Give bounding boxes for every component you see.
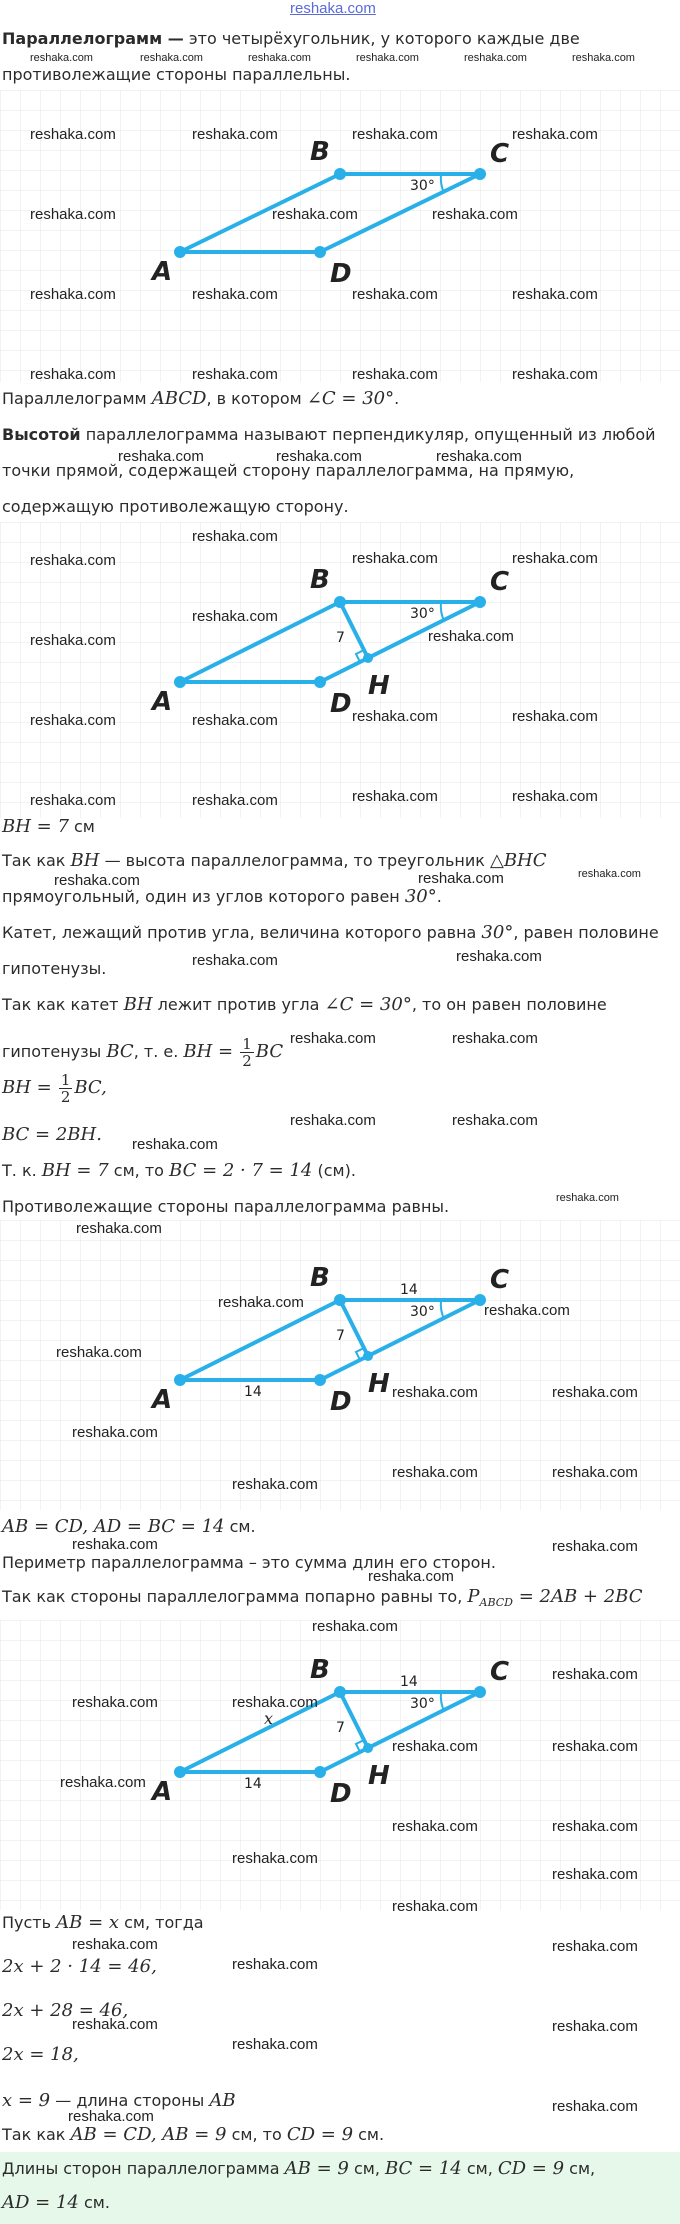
bc-calculation	[2, 1160, 356, 1182]
watermark: reshaka.com	[30, 206, 116, 223]
watermark: reshaka.com	[30, 792, 116, 809]
paragraph-text: — высота параллелограмма, то треугольник	[99, 851, 490, 870]
watermark: reshaka.com	[30, 712, 116, 729]
point-h	[363, 653, 373, 663]
answer-line-1	[2, 2158, 595, 2180]
fraction-denominator: 2	[60, 1088, 71, 1106]
angle-label: 30°	[410, 1696, 435, 1712]
watermark: reshaka.com	[552, 1866, 638, 1883]
answer-math: BC = 14	[384, 2158, 462, 2179]
answer-math: CD = 9	[497, 2158, 565, 2179]
answer-text: см,	[564, 2159, 596, 2178]
fraction-half	[240, 1036, 254, 1069]
label-a: A	[152, 1777, 173, 1807]
leg-application-paragraph	[2, 994, 607, 1016]
vertex-d-point	[314, 1374, 326, 1386]
point-h	[363, 1743, 373, 1753]
vertex-a-point	[174, 246, 186, 258]
paragraph-text: Так как	[2, 851, 71, 870]
figure-sides	[0, 1220, 680, 1510]
watermark: reshaka.com	[368, 1568, 454, 1585]
paragraph-math: AB = x	[56, 1912, 120, 1933]
paragraph-math: ∠C = 30°	[324, 994, 412, 1015]
angle-label: 30°	[410, 606, 435, 622]
term-parallelogram: Параллелограмм —	[2, 29, 184, 48]
equation-math: BC = 2BH.	[2, 1124, 102, 1145]
triangle-paragraph-line-2	[2, 886, 442, 908]
bc-length-label: 14	[400, 1674, 418, 1690]
watermark: reshaka.com	[232, 1694, 318, 1711]
leg-rule-paragraph	[2, 922, 659, 944]
watermark: reshaka.com	[140, 52, 203, 64]
watermark: reshaka.com	[392, 1464, 478, 1481]
answer-box	[0, 2152, 680, 2224]
watermark: reshaka.com	[356, 52, 419, 64]
watermark: reshaka.com	[552, 1818, 638, 1835]
equation-unit: см.	[224, 1517, 256, 1536]
watermark: reshaka.com	[192, 126, 278, 143]
watermark: reshaka.com	[512, 788, 598, 805]
ad-length-label: 14	[244, 1384, 262, 1400]
definition-text: это четырёхугольник, у которого каждые две	[183, 29, 580, 48]
equation-math: BC,	[74, 1077, 107, 1098]
label-c: C	[490, 1657, 510, 1687]
watermark: reshaka.com	[232, 1850, 318, 1867]
angle-label: 30°	[410, 1304, 435, 1320]
label-d: D	[330, 1387, 352, 1417]
answer-text: см,	[461, 2159, 498, 2178]
watermark: reshaka.com	[552, 2018, 638, 2035]
watermark: reshaka.com	[76, 1220, 162, 1237]
watermark: reshaka.com	[484, 1302, 570, 1319]
paragraph-text: Так как катет	[2, 995, 124, 1014]
watermark: reshaka.com	[352, 126, 438, 143]
vertex-d-point	[314, 676, 326, 688]
paragraph-text: см.	[353, 2125, 385, 2144]
answer-math: AD = 14	[2, 2192, 79, 2213]
watermark: reshaka.com	[428, 628, 514, 645]
caption-1	[2, 388, 399, 410]
paragraph-math: BH =	[183, 1041, 234, 1062]
watermark: reshaka.com	[192, 952, 278, 969]
watermark: reshaka.com	[60, 1774, 146, 1791]
paragraph-text: Катет, лежащий против угла, величина которого равна	[2, 923, 482, 942]
watermark: reshaka.com	[232, 1956, 318, 1973]
paragraph-math: BH	[123, 994, 153, 1015]
watermark: reshaka.com	[552, 1538, 638, 1555]
opposite-sides-paragraph: Противолежащие стороны параллелограмма равны.	[2, 1197, 450, 1216]
caption-math: ABCD	[151, 388, 207, 409]
site-link[interactable]: reshaka.com	[290, 0, 376, 17]
equation-math: x = 9	[2, 2090, 51, 2111]
equation-bh	[2, 816, 95, 838]
watermark: reshaka.com	[392, 1738, 478, 1755]
watermark: reshaka.com	[572, 52, 635, 64]
vertex-c-point	[474, 168, 486, 180]
paragraph-math: BH	[70, 850, 100, 871]
vertex-d-point	[314, 1766, 326, 1778]
bh-length-label: 7	[336, 1328, 345, 1344]
equation-text: — длина стороны	[50, 2091, 210, 2110]
height-definition-line-2: точки прямой, содержащей сторону параллелограмма, на прямую,	[2, 461, 575, 480]
watermark: reshaka.com	[392, 1384, 478, 1401]
caption-text: , в котором	[206, 389, 307, 408]
fraction-numerator: 1	[242, 1035, 252, 1053]
watermark: reshaka.com	[392, 1898, 478, 1915]
watermark: reshaka.com	[192, 608, 278, 625]
definition-paragraph	[2, 28, 580, 50]
watermark: reshaka.com	[290, 1112, 376, 1129]
paragraph-text: , то он равен половине	[411, 995, 607, 1014]
definition-text: параллелограмма называют перпендикуляр, опущенный из любой	[80, 425, 656, 444]
watermark: reshaka.com	[218, 1294, 304, 1311]
watermark: reshaka.com	[192, 286, 278, 303]
watermark: reshaka.com	[352, 550, 438, 567]
label-d: D	[330, 689, 352, 719]
paragraph-math: P	[467, 1586, 480, 1607]
label-c: C	[490, 139, 510, 169]
answer-text: см,	[348, 2159, 385, 2178]
paragraph-text: Т. к.	[2, 1161, 42, 1180]
watermark: reshaka.com	[72, 1936, 158, 1953]
paragraph-math: BC	[106, 1041, 134, 1062]
term-height: Высотой	[2, 425, 81, 444]
watermark: reshaka.com	[512, 286, 598, 303]
equation-math: AB = CD, AD = BC = 14	[2, 1516, 225, 1537]
watermark: reshaka.com	[72, 1424, 158, 1441]
label-d: D	[330, 1779, 352, 1809]
cd-conclusion	[2, 2124, 384, 2146]
paragraph-text: см, то	[226, 2125, 287, 2144]
height-definition-line-3: содержащую противолежащую сторону.	[2, 497, 349, 516]
paragraph-math-subscript: ABCD	[479, 1596, 513, 1610]
paragraph-text: Так как стороны параллелограмма попарно равны то,	[2, 1587, 468, 1606]
watermark: reshaka.com	[352, 366, 438, 383]
paragraph-text: гипотенузы	[2, 1042, 107, 1061]
watermark: reshaka.com	[552, 1464, 638, 1481]
equation-bc-2bh	[2, 1124, 102, 1146]
fraction-half	[59, 1072, 73, 1105]
definition-line-2: противолежащие стороны параллельны.	[2, 65, 351, 84]
paragraph-text: , т. е.	[133, 1042, 184, 1061]
watermark: reshaka.com	[352, 788, 438, 805]
watermark: reshaka.com	[54, 872, 140, 889]
vertex-b-point	[334, 1686, 346, 1698]
caption-text: Параллелограмм	[2, 389, 152, 408]
paragraph-text: Так как	[2, 2125, 71, 2144]
equation-math: 2x + 28 = 46,	[2, 2000, 129, 2021]
equation-sides-equal	[2, 1516, 256, 1538]
watermark: reshaka.com	[30, 366, 116, 383]
paragraph-text: .	[436, 887, 442, 906]
paragraph-text: лежит против угла	[152, 995, 325, 1014]
perimeter-formula	[2, 1586, 642, 1614]
equation-step-3	[2, 2044, 79, 2066]
watermark: reshaka.com	[192, 712, 278, 729]
vertex-a-point	[174, 676, 186, 688]
watermark: reshaka.com	[72, 1536, 158, 1553]
caption-math: ∠C = 30°	[306, 388, 395, 409]
answer-line-2	[2, 2192, 110, 2214]
paragraph-text: , равен половине	[513, 923, 659, 942]
figure-perimeter	[0, 1618, 680, 1915]
watermark: reshaka.com	[512, 126, 598, 143]
paragraph-math: CD = 9	[286, 2124, 354, 2145]
paragraph-math: 30°	[404, 886, 437, 907]
angle-label: 30°	[410, 178, 435, 194]
watermark: reshaka.com	[272, 206, 358, 223]
equation-math: 2x = 18,	[2, 2044, 79, 2065]
equation-math: AB	[209, 2090, 236, 2111]
watermark: reshaka.com	[578, 868, 641, 880]
watermark: reshaka.com	[30, 552, 116, 569]
watermark: reshaka.com	[56, 1344, 142, 1361]
equation-step-1	[2, 1956, 157, 1978]
let-ab-x	[2, 1912, 204, 1934]
leg-application-line-2	[2, 1036, 283, 1069]
watermark: reshaka.com	[30, 52, 93, 64]
paragraph-text: см, то	[108, 1161, 170, 1180]
watermark: reshaka.com	[464, 52, 527, 64]
paragraph-text: Пусть	[2, 1913, 57, 1932]
watermark: reshaka.com	[436, 448, 522, 465]
fraction-numerator: 1	[60, 1071, 71, 1089]
label-c: C	[490, 1265, 510, 1295]
watermark: reshaka.com	[552, 1384, 638, 1401]
watermark: reshaka.com	[512, 708, 598, 725]
watermark: reshaka.com	[352, 708, 438, 725]
watermark: reshaka.com	[418, 870, 504, 887]
caption-text: .	[394, 389, 400, 408]
watermark: reshaka.com	[192, 528, 278, 545]
paragraph-math: = 2AB + 2BC	[512, 1586, 643, 1607]
watermark: reshaka.com	[68, 2108, 154, 2125]
equation-math: BH = 7	[2, 816, 69, 837]
equation-bh-half	[2, 1072, 107, 1105]
watermark: reshaka.com	[392, 1818, 478, 1835]
label-a: A	[152, 257, 173, 287]
fraction-denominator: 2	[242, 1052, 252, 1070]
label-b: B	[310, 565, 330, 595]
ab-variable-label: x	[264, 1709, 274, 1728]
watermark: reshaka.com	[312, 1618, 398, 1635]
equation-unit: см	[68, 817, 95, 836]
vertex-a-point	[174, 1766, 186, 1778]
paragraph-math: BH = 7	[41, 1160, 109, 1181]
watermark: reshaka.com	[552, 1666, 638, 1683]
paragraph-math: 30°	[481, 922, 514, 943]
figure-height	[0, 522, 680, 818]
paragraph-text: прямоугольный, один из углов которого равен	[2, 887, 405, 906]
watermark: reshaka.com	[456, 948, 542, 965]
vertex-b-point	[334, 596, 346, 608]
watermark: reshaka.com	[30, 126, 116, 143]
label-a: A	[152, 1385, 173, 1415]
label-c: C	[490, 567, 510, 597]
watermark: reshaka.com	[512, 550, 598, 567]
label-b: B	[310, 1263, 330, 1293]
watermark: reshaka.com	[192, 366, 278, 383]
paragraph-text: (см).	[312, 1161, 356, 1180]
vertex-c-point	[474, 1686, 486, 1698]
watermark: reshaka.com	[248, 52, 311, 64]
watermark: reshaka.com	[552, 1938, 638, 1955]
watermark: reshaka.com	[232, 1476, 318, 1493]
label-h: H	[368, 1369, 390, 1399]
equation-math: 2x + 2 · 14 = 46,	[2, 1956, 157, 1977]
paragraph-math: BC	[255, 1041, 284, 1062]
label-b: B	[310, 137, 330, 167]
watermark: reshaka.com	[72, 2016, 158, 2033]
vertex-c-point	[474, 596, 486, 608]
bc-length-label: 14	[400, 1282, 418, 1298]
watermark: reshaka.com	[232, 2036, 318, 2053]
vertex-a-point	[174, 1374, 186, 1386]
watermark: reshaka.com	[556, 1192, 619, 1204]
watermark: reshaka.com	[452, 1030, 538, 1047]
point-h	[363, 1351, 373, 1361]
watermark: reshaka.com	[30, 632, 116, 649]
figure-parallelogram	[0, 90, 680, 382]
watermark: reshaka.com	[72, 1694, 158, 1711]
height-definition	[2, 424, 656, 446]
vertex-b-point	[334, 168, 346, 180]
watermark: reshaka.com	[352, 286, 438, 303]
label-b: B	[310, 1655, 330, 1685]
answer-math: AB = 9	[284, 2158, 349, 2179]
watermark: reshaka.com	[290, 1030, 376, 1047]
vertex-d-point	[314, 246, 326, 258]
perimeter-definition: Периметр параллелограмма – это сумма длин его сторон.	[2, 1553, 496, 1572]
watermark: reshaka.com	[512, 366, 598, 383]
label-h: H	[368, 671, 390, 701]
triangle-paragraph	[2, 850, 547, 872]
equation-math: BH =	[2, 1077, 52, 1098]
label-a: A	[152, 687, 173, 717]
label-d: D	[330, 259, 352, 289]
leg-rule-line-2: гипотенузы.	[2, 959, 107, 978]
bh-length-label: 7	[336, 630, 345, 646]
bh-length-label: 7	[336, 1720, 345, 1736]
watermark: reshaka.com	[118, 448, 204, 465]
watermark: reshaka.com	[552, 1738, 638, 1755]
watermark: reshaka.com	[452, 1112, 538, 1129]
watermark: reshaka.com	[30, 286, 116, 303]
watermark: reshaka.com	[552, 2098, 638, 2115]
paragraph-math: AB = CD, AB = 9	[70, 2124, 227, 2145]
paragraph-math: △BHC	[489, 850, 547, 871]
watermark: reshaka.com	[432, 206, 518, 223]
label-h: H	[368, 1761, 390, 1791]
watermark: reshaka.com	[192, 792, 278, 809]
paragraph-math: BC = 2 · 7 = 14	[169, 1160, 313, 1181]
ad-length-label: 14	[244, 1776, 262, 1792]
paragraph-text: см, тогда	[119, 1913, 204, 1932]
answer-text: см.	[78, 2193, 110, 2212]
watermark: reshaka.com	[132, 1136, 218, 1153]
vertex-b-point	[334, 1294, 346, 1306]
watermark: reshaka.com	[276, 448, 362, 465]
answer-text: Длины сторон параллелограмма	[2, 2159, 285, 2178]
